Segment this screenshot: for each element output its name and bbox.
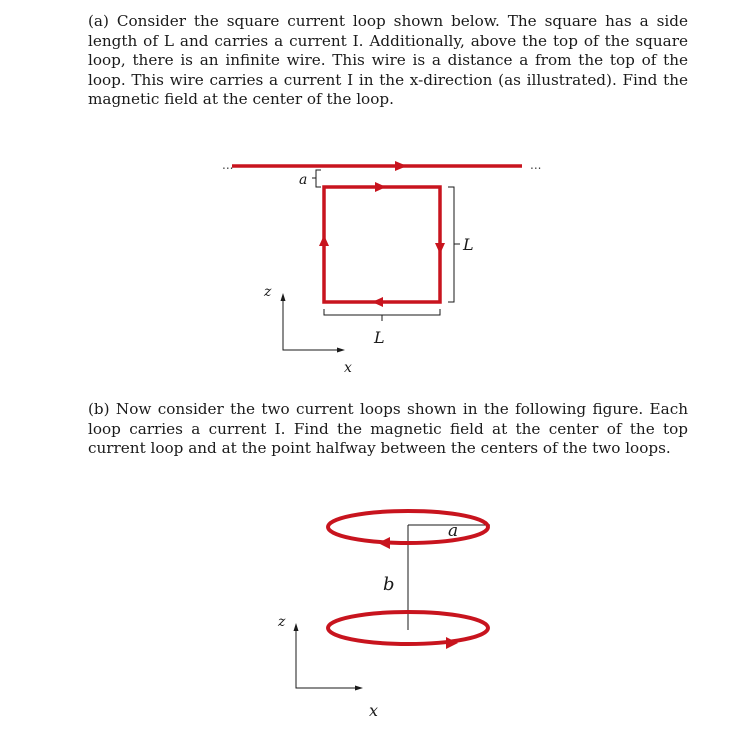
z-axis-arrow: [294, 623, 299, 631]
side-L-bracket: [448, 187, 460, 302]
top-loop-arrow: [378, 537, 390, 549]
x-axis-arrow: [337, 348, 345, 353]
loop-arrow-bottom: [372, 297, 383, 307]
axis-x-label: x: [369, 701, 379, 720]
label-a: a: [448, 521, 459, 541]
problem-part-a-text: (a) Consider the square current loop shown below. The square has a side length of L and carries a current I. Additionally, above the top of the square loop, there is an infinite wire. This wire is a distance a from the top of the loop. This wire carries a current I in the x-direction (as illustrated). Find the magnetic field at the center of the loop.: [88, 12, 688, 108]
figure-two-loops: [0, 500, 749, 735]
problem-part-b-text: (b) Now consider the two current loops shown in the following figure. Each loop carries a current I. Find the magnetic field at the center of the top current loop and at the point halfway between the centers of the two loops.: [88, 400, 688, 457]
ellipsis-right: ...: [530, 158, 542, 172]
bottom-L-bracket: [324, 309, 440, 321]
label-L-bottom: L: [374, 328, 385, 347]
label-a: a: [299, 172, 308, 188]
axis-z-label: z: [278, 614, 286, 630]
loop-arrow-top: [375, 182, 386, 192]
loop-arrow-right: [435, 243, 445, 254]
x-axis-arrow: [355, 686, 363, 691]
axis-z-label: z: [264, 284, 272, 300]
wire-current-arrow: [395, 161, 407, 171]
distance-a-bracket: [312, 170, 321, 187]
label-L-side: L: [463, 235, 474, 254]
figure-square-loop: [0, 150, 749, 390]
loop-arrow-left: [319, 235, 329, 246]
square-loop: [324, 187, 440, 302]
axes-a: [283, 300, 338, 350]
label-b: b: [383, 574, 395, 595]
ellipsis-left: ...: [222, 158, 234, 172]
axis-x-label: x: [344, 360, 352, 376]
z-axis-arrow: [281, 293, 286, 301]
